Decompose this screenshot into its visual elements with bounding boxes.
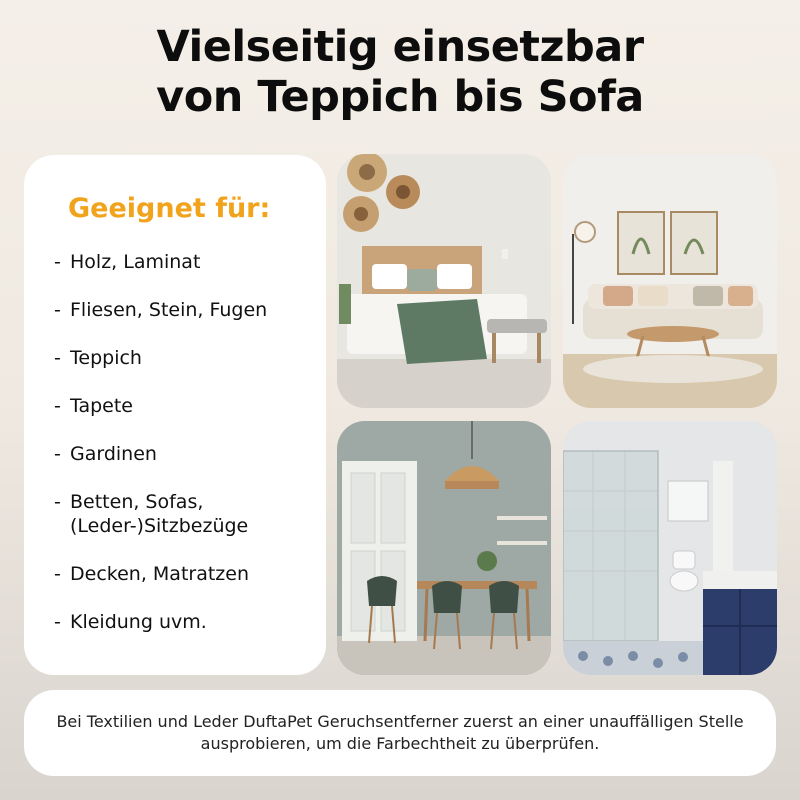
list-item: - Gardinen [54,443,157,465]
list-item: - Tapete [54,395,133,417]
bedroom-photo [337,154,551,408]
list-item: - Fliesen, Stein, Fugen [54,299,268,321]
suitable-for-card [24,155,326,675]
bathroom-photo [563,421,777,675]
headline-line-2: von Teppich bis Sofa [156,72,644,122]
list-item: - Betten, Sofas, (Leder-)Sitzbezüge [54,491,249,537]
living-room-photo [563,154,777,408]
headline-line-1: Vielseitig einsetzbar [156,22,644,72]
list-item: - Kleidung uvm. [54,611,207,633]
dining-room-photo [337,421,551,675]
test-notice: Bei Textilien und Leder DuftaPet Geruchsentferner zuerst an einer unauffälligen Stelle ausprobieren, um die Farbechtheit zu überprüfen. [24,690,776,776]
suitable-for-title: Geeignet für: [68,193,271,224]
headline [0,22,800,122]
list-item: - Teppich [54,347,142,369]
list-item: - Holz, Laminat [54,251,201,273]
list-item: - Decken, Matratzen [54,563,249,585]
